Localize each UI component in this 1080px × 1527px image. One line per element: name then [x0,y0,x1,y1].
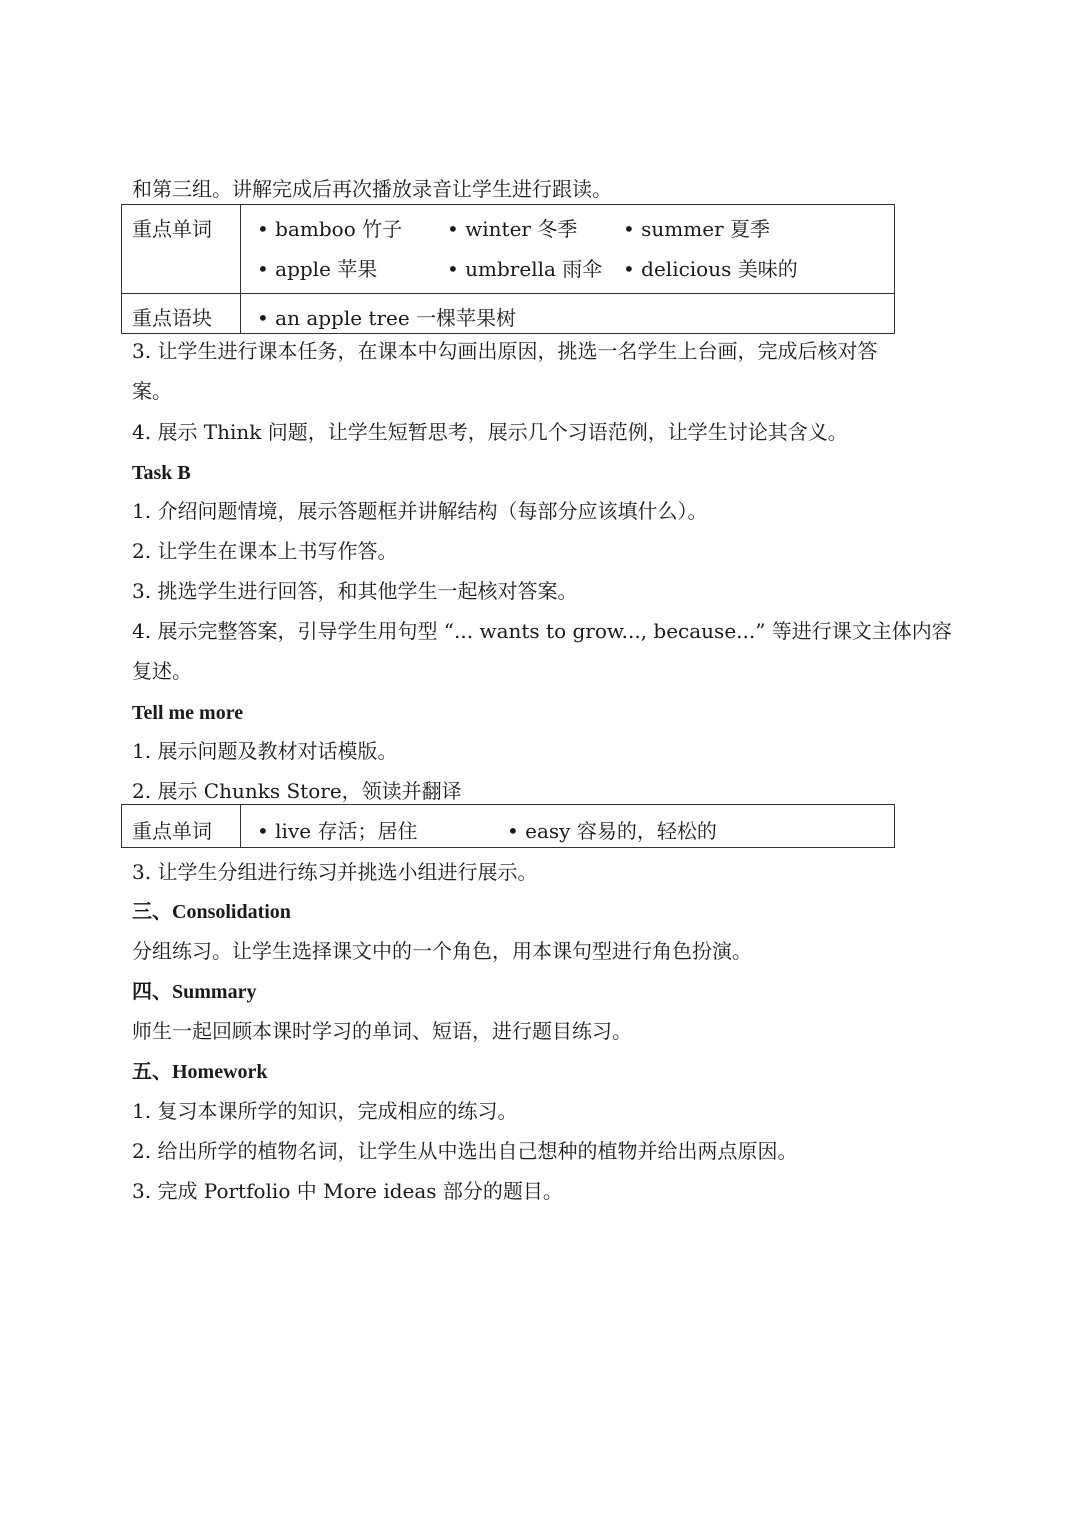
homework-item: 2. 给出所学的植物名词，让学生从中选出自己想种的植物并给出两点原因。 [132,1139,798,1163]
task-b-step: 2. 让学生在课本上书写作答。 [132,539,398,563]
key-chunk-item: • an apple tree 一棵苹果树 [241,294,895,334]
key-words-label: 重点单词 [122,205,241,294]
tell-me-more-step-1: 1. 展示问题及教材对话模版。 [132,739,398,763]
word-item: • umbrella 雨伞 [447,257,603,281]
task-b-step-4-cont: 复述。 [132,659,192,683]
task-a-step-3: 3. 让学生进行课本任务，在课本中勾画出原因，挑选一名学生上台画，完成后核对答 [132,339,878,363]
word-item: • winter 冬季 [447,217,578,241]
summary-heading: 四、Summary [132,981,257,1003]
word-item: • summer 夏季 [623,217,770,241]
key-vocabulary-table [121,204,895,334]
consolidation-heading: 三、Consolidation [132,901,291,923]
key-words-label: 重点单词 [122,805,241,848]
task-b-step: 3. 挑选学生进行回答，和其他学生一起核对答案。 [132,579,578,603]
word-item: • live 存活；居住 [257,819,418,843]
homework-heading: 五、Homework [132,1061,268,1083]
homework-item: 3. 完成 Portfolio 中 More ideas 部分的题目。 [132,1179,563,1203]
task-a-step-3-cont: 案。 [132,379,172,403]
word-item: • delicious 美味的 [623,257,798,281]
consolidation-text: 分组练习。让学生选择课文中的一个角色，用本课句型进行角色扮演。 [132,939,752,963]
word-item: • bamboo 竹子 [257,217,403,241]
word-item: • apple 苹果 [257,257,378,281]
tell-me-more-step-3: 3. 让学生分组进行练习并挑选小组进行展示。 [132,860,538,884]
task-b-heading: Task B [132,462,191,484]
task-a-step-4: 4. 展示 Think 问题，让学生短暂思考，展示几个习语范例，让学生讨论其含义。 [132,420,848,444]
summary-text: 师生一起回顾本课时学习的单词、短语，进行题目练习。 [132,1019,632,1043]
key-words-cell [241,805,895,848]
tell-me-more-heading: Tell me more [132,702,244,724]
task-b-step: 4. 展示完整答案，引导学生用句型 “... wants to grow..., because...” 等进行课文主体内容 [132,619,952,643]
word-item: • easy 容易的，轻松的 [507,819,717,843]
key-chunks-label: 重点语块 [122,294,241,334]
tell-me-more-step-2: 2. 展示 Chunks Store，领读并翻译 [132,779,462,803]
task-b-step: 1. 介绍问题情境，展示答题框并讲解结构（每部分应该填什么）。 [132,499,708,523]
intro-line: 和第三组。讲解完成后再次播放录音让学生进行跟读。 [132,177,612,201]
tell-me-more-vocab-table [121,804,895,848]
homework-item: 1. 复习本课所学的知识，完成相应的练习。 [132,1099,518,1123]
key-words-cell [241,205,895,294]
